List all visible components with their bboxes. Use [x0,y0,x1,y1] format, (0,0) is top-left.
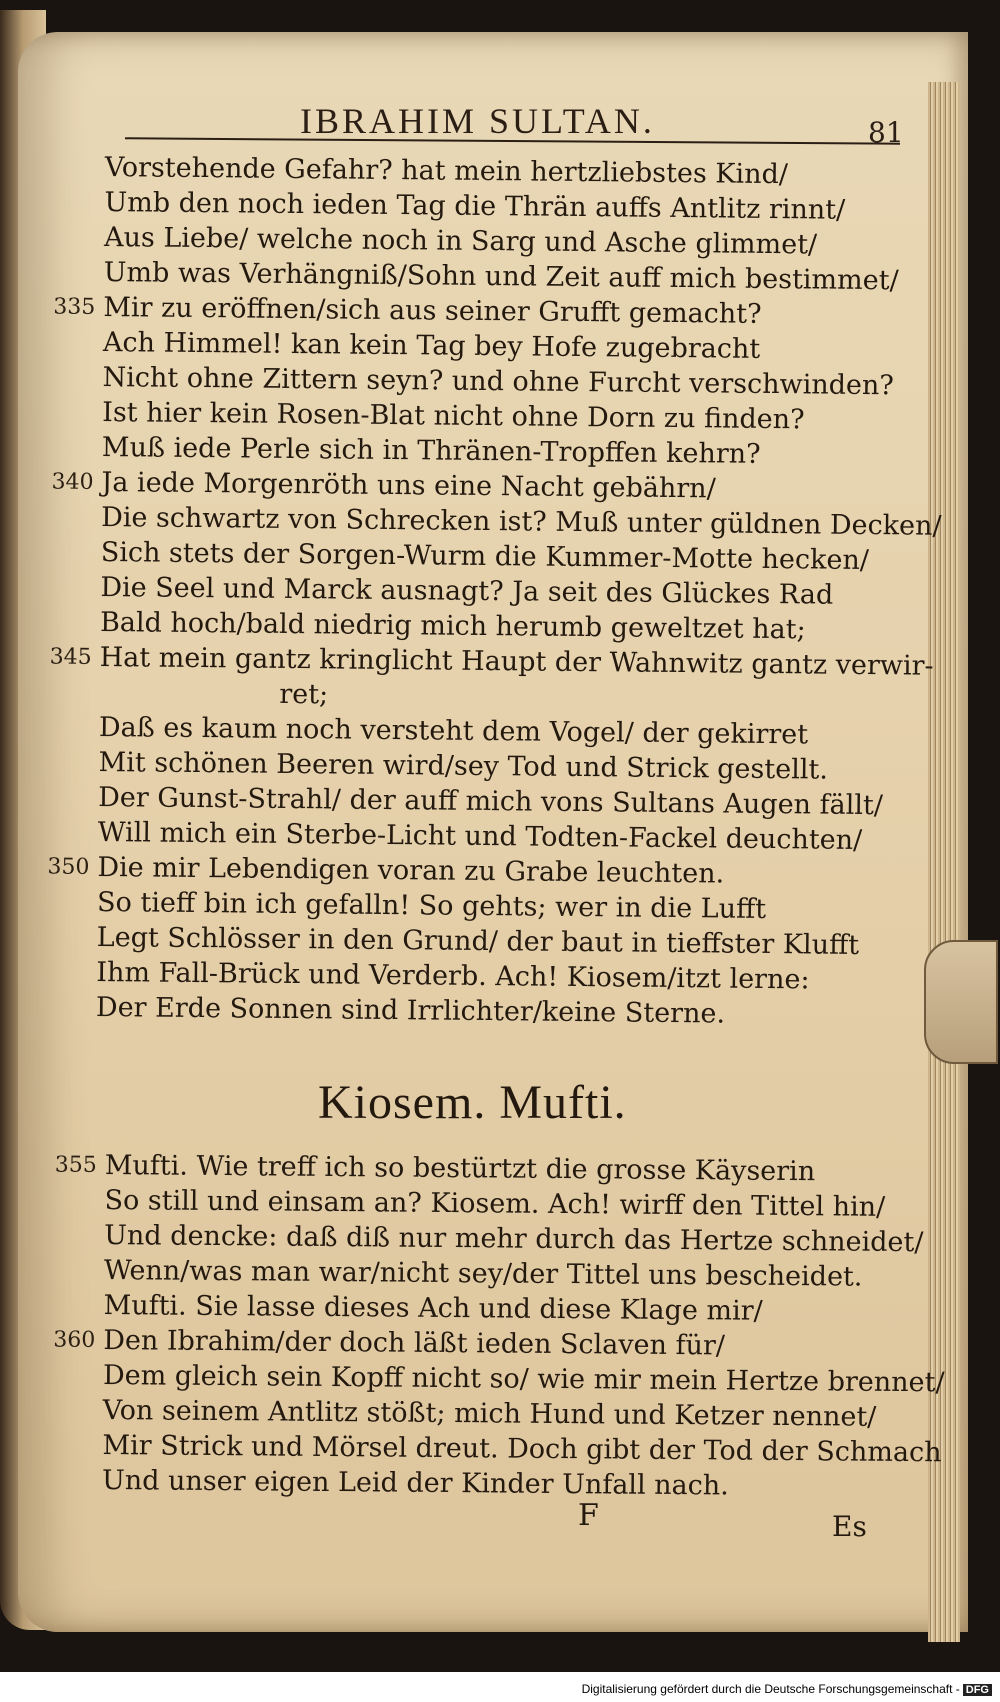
verse-text: Muß iede Perle sich in Thränen-Tropffen kehrn? [101,431,761,470]
page-fore-edge [928,82,960,1642]
verse-text: Nicht ohne Zittern seyn? und ohne Furcht verschwinden? [102,361,895,402]
verse-text: Vorstehende Gefahr? hat mein hertzliebstes Kind/ [104,151,789,191]
verse-text: Und unser eigen Leid der Kinder Unfall nach. [101,1464,729,1502]
verse-text: Hat mein gantz kringlicht Haupt der Wahnwitz gantz verwir- [99,641,934,682]
verse-text: Wenn/was man war/nicht sey/der Tittel uns bescheidet. [103,1254,863,1293]
line-number: 340 [51,469,94,495]
verse-text: Von seinem Antlitz stößt; mich Hund und Ketzer nennet/ [102,1394,877,1433]
verse-text: Bald hoch/bald niedrig mich herumb geweltzet hat; [99,606,806,646]
verse-block-b [53,1148,945,1505]
line-number: 350 [47,854,90,880]
catchword: Es [832,1510,867,1543]
page-tab-marker [924,940,998,1064]
verse-text: Die mir Lebendigen voran zu Grabe leuchten. [97,851,725,890]
verse-text: Ja iede Morgenröth uns eine Nacht gebährn/ [101,466,716,505]
verse-text: Will mich ein Sterbe-Licht und Todten-Fackel deuchten/ [97,816,863,856]
verse-text: Daß es kaum noch versteht dem Vogel/ der gekirret [98,711,809,751]
verse-text: Mir Strick und Mörsel dreut. Doch gibt der Tod der Schmach [102,1429,942,1469]
verse-text: Ihm Fall-Brück und Verderb. Ach! Kiosem/itzt lerne: [96,956,810,996]
verse-text: Dem gleich sein Kopff nicht so/ wie mir mein Hertze brennet/ [102,1359,945,1399]
signature-mark: F [578,1498,599,1533]
verse-text: Mir zu eröffnen/sich aus seiner Grufft gemacht? [103,291,762,330]
line-number: 360 [53,1327,96,1353]
credit-text: Digitalisierung gefördert durch die Deutsche Forschungsgemeinschaft - [581,1682,960,1696]
verse-text: Den Ibrahim/der doch läßt ieden Sclaven für/ [103,1324,726,1362]
verse-text: Legt Schlösser in den Grund/ der baut in tieffster Klufft [96,921,860,961]
verse-text: Sich stets der Sorgen-Wurm die Kummer-Motte hecken/ [100,536,870,577]
verse-text: Die schwartz von Schrecken ist? Muß unter güldnen Decken/ [100,501,942,542]
verse-text: Der Erde Sonnen sind Irrlichter/keine Sterne. [95,991,726,1030]
verse-text: Die Seel und Marck ausnagt? Ja seit des Glückes Rad [100,571,834,611]
verse-line [102,1463,902,1505]
dfg-logo: DFG [963,1684,992,1696]
verse-text: Ach Himmel! kan kein Tag bey Hofe zugebracht [102,326,761,365]
verse-text: Ist hier kein Rosen-Blat nicht ohne Dorn zu finden? [102,396,805,436]
verse-text: ret; [279,678,329,711]
verse-text: Der Gunst-Strahl/ der auff mich vons Sultans Augen fällt/ [98,781,884,822]
verse-block-a [47,150,942,1033]
verse-text: Und dencke: daß diß nur mehr durch das Hertze schneidet/ [104,1219,924,1259]
line-number: 335 [53,294,96,320]
line-number: 345 [49,644,92,670]
verse-text: So still und einsam an? Kiosem. Ach! wirff den Tittel hin/ [104,1184,886,1223]
verse-text: So tieff bin ich gefalln! So gehts; wer in die Lufft [96,886,767,925]
scene-heading: Kiosem. Mufti. [318,1076,627,1129]
verse-text: Mufti. Sie lasse dieses Ach und diese Klage mir/ [103,1289,763,1327]
page-number: 81 [868,116,904,149]
line-number: 355 [54,1152,97,1178]
verse-text: Mufti. Wie treff ich so bestürtzt die grosse Käyserin [104,1149,816,1188]
verse-text: Umb den noch ieden Tag die Thrän auffs Antlitz rinnt/ [104,186,846,226]
verse-text: Umb was Verhängniß/Sohn und Zeit auff mich bestimmet/ [103,256,899,297]
running-head: IBRAHIM SULTAN. [300,101,655,141]
verse-text: Mit schönen Beeren wird/sey Tod und Strick gestellt. [98,746,829,786]
verse-text: Aus Liebe/ welche noch in Sarg und Asche glimmet/ [103,221,818,261]
digitization-credit [582,1682,992,1696]
